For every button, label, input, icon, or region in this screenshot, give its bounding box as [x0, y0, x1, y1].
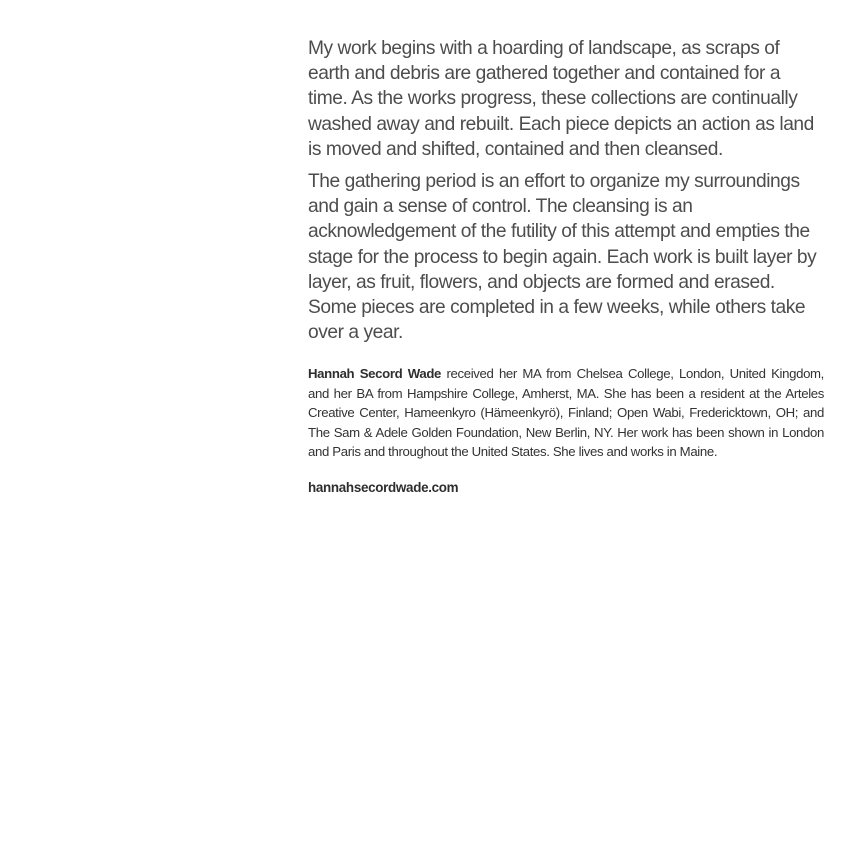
- bio-text: received her MA from Chelsea College, London, United Kingdom, and her BA from Hampshire College, Amherst, MA. She has been a resident at the Arteles Creative Center, Hameenkyro (Hämeenkyrö), Finland; Open Wabi, Fredericktown, OH; and The Sam & Adele Golden Foundation, New Berlin, NY. Her work has been shown in London and Paris and throughout the United States. She lives and works in Maine.: [308, 366, 824, 460]
- statement-paragraph-2: The gathering period is an effort to organize my surroundings and gain a sense of control. The cleansing is an acknowledgement of the futility of this attempt and empties the stage for the process to begin again. Each work is built layer by layer, as fruit, flowers, and objects are formed and erased. Some pieces are completed in a few weeks, while others take over a year.: [308, 171, 817, 344]
- artist-name: Hannah Secord Wade: [308, 366, 442, 382]
- statement-paragraph-1: My work begins with a hoarding of landscape, as scraps of earth and debris are gathered together and contained for a time. As the works progress, these collections are continually washed away and rebuilt. Each piece depicts an action as land is moved and shifted, contained and then cleansed.: [308, 38, 814, 160]
- artist-bio: [308, 364, 824, 462]
- website-link[interactable]: hannahsecordwade.com: [308, 479, 459, 495]
- artist-statement: [308, 36, 824, 345]
- text-column: [308, 36, 824, 497]
